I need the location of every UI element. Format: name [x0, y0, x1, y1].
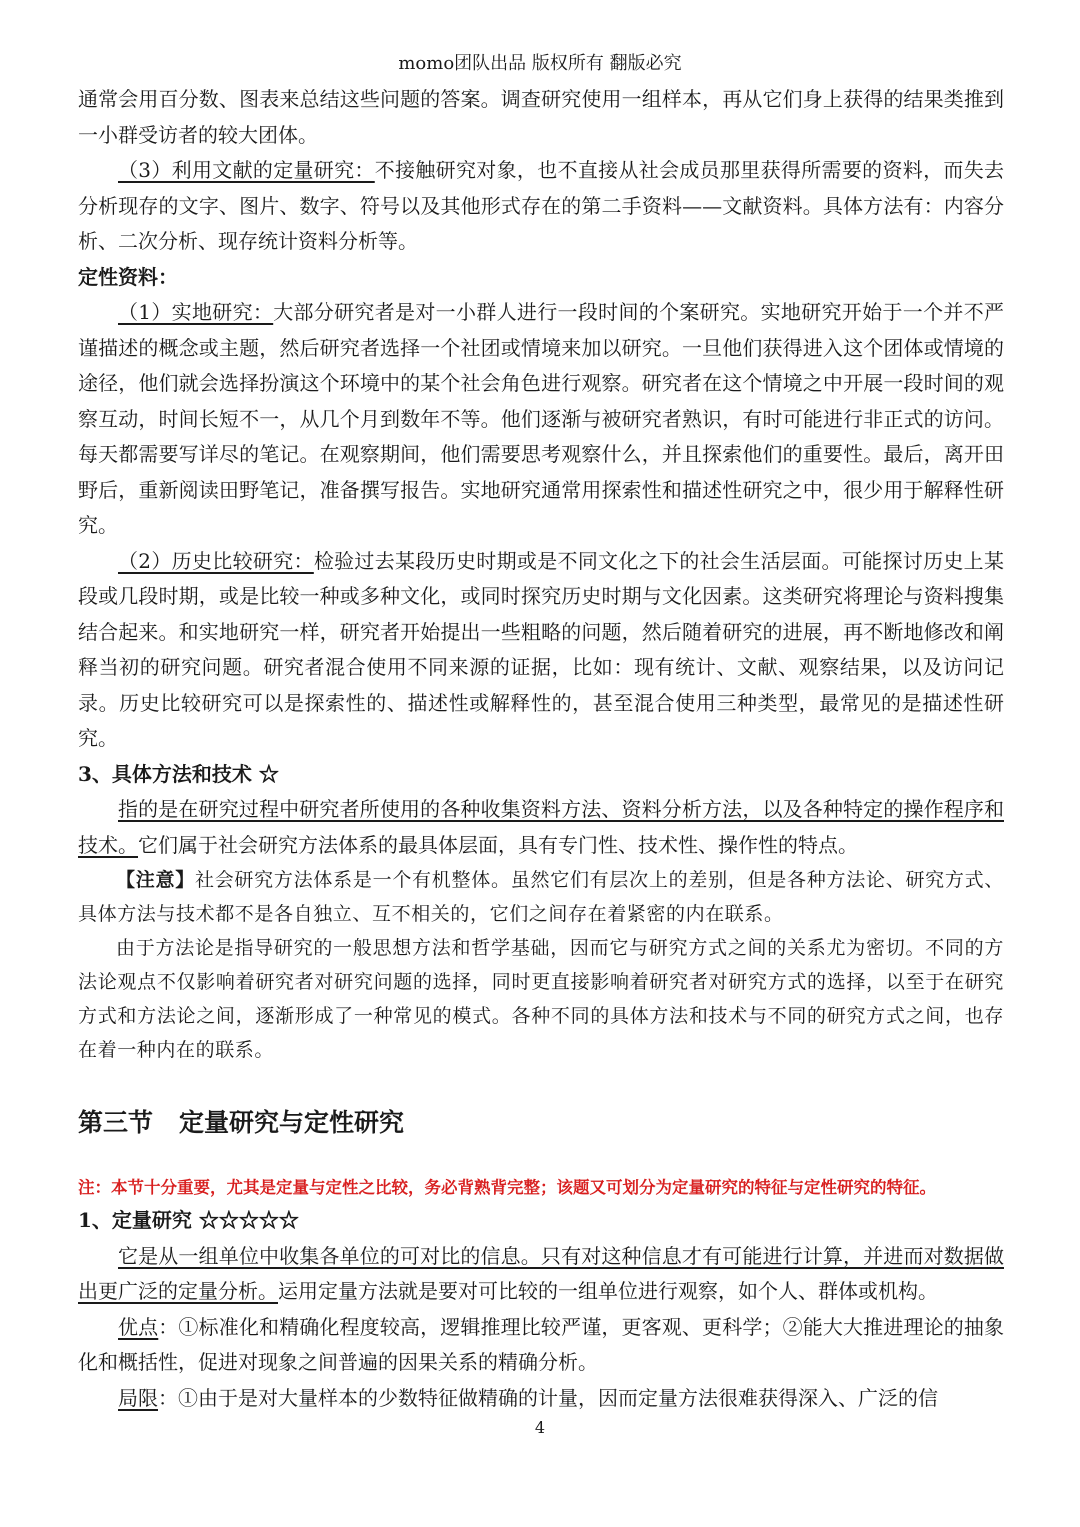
paragraph-quantitative-definition	[78, 1239, 1004, 1310]
paragraph-survey-end: 通常会用百分数、图表来总结这些问题的答案。调查研究使用一组样本，再从它们身上获得的结果类推到一小群受访者的较大团体。	[78, 87, 1004, 147]
definition-quantitative: 它是从一组单位中收集各单位的可对比的信息。只有对这种信息才有可能进行计算，并进而对数据做出更广泛的定量分析。	[78, 1243, 1004, 1303]
page-header: momo团队出品 版权所有 翻版必究	[398, 53, 682, 74]
paragraph-methods-text: 它们属于社会研究方法体系的最具体层面，具有专门性、技术性、操作性的特点。	[138, 832, 858, 857]
paragraph-methodology-relation: 由于方法论是指导研究的一般思想方法和哲学基础，因而它与研究方式之间的关系尤为密切。不同的方法论观点不仅影响着研究者对研究问题的选择，同时更直接影响着研究者对研究方式的选择，以至于在研究方式和方法论之间，逐渐形成了一种常见的模式。各种不同的具体方法和技术与不同的研究方式之间，也存在着一种内在的联系。	[78, 937, 1004, 1061]
paragraph-methods-definition	[78, 792, 1004, 863]
label-limitations: 局限	[118, 1385, 158, 1410]
heading-methods-techniques: 3、具体方法和技术 ☆	[78, 761, 279, 786]
note-label: 【注意】	[116, 869, 195, 891]
limitations-text: ：①由于是对大量样本的少数特征做精确的计量，因而定量方法很难获得深入、广泛的信	[158, 1385, 938, 1410]
paragraph-note	[78, 863, 1004, 931]
section-title	[78, 1103, 1004, 1143]
label-advantages: 优点	[118, 1314, 159, 1339]
advantages-text: ：①标准化和精确化程度较高，逻辑推理比较严谨，更客观、更科学；②能大大推进理论的抽象化和概括性，促进对现象之间普遍的因果关系的精确分析。	[78, 1314, 1005, 1374]
heading-qualitative-data: 定性资料：	[78, 264, 178, 289]
term-document-research: （3）利用文献的定量研究：	[118, 158, 375, 182]
paragraph-document-research	[78, 153, 1004, 260]
note-text: 社会研究方法体系是一个有机整体。虽然它们有层次上的差别，但是各种方法论、研究方式、具体方法与技术都不是各自独立、互不相关的，它们之间存在着紧密的内在联系。	[78, 869, 1004, 925]
paragraph-quantitative-text: 运用定量方法就是要对可比较的一组单位进行观察，如个人、群体或机构。	[278, 1279, 938, 1303]
important-note: 注：本节十分重要，尤其是定量与定性之比较，务必背熟背完整；该题又可划分为定量研究的特征与定性研究的特征。	[78, 1178, 936, 1197]
paragraph-document-research-text: 不接触研究对象，也不直接从社会成员那里获得所需要的资料，而失去分析现存的文字、图片、数字、符号以及其他形式存在的第二手资料——文献资料。具体方法有：内容分析、二次分析、现存统计资料分析等。	[78, 158, 1005, 253]
paragraph-field-research-text: 大部分研究者是对一小群人进行一段时间的个案研究。实地研究开始于一个并不严谨描述的概念或主题，然后研究者选择一个社团或情境来加以研究。一旦他们获得进入这个团体或情境的途径，他们就会选择扮演这个环境中的某个社会角色进行观察。研究者在这个情境之中开展一段时间的观察互动，时间长短不一，从几个月到数年不等。他们逐渐与被研究者熟识，有时可能进行非正式的访问。每天都需要写详尽的笔记。在观察期间，他们需要思考观察什么，并且探索他们的重要性。最后，离开田野后，重新阅读田野笔记，准备撰写报告。实地研究通常用探索性和描述性研究之中，很少用于解释性研究。	[78, 300, 1005, 537]
paragraph-advantages	[78, 1310, 1004, 1381]
section-name: 定量研究与定性研究	[179, 1108, 405, 1137]
page-number: 4	[534, 1418, 546, 1437]
paragraph-limitations	[78, 1381, 1004, 1417]
term-field-research: （1）实地研究：	[118, 300, 274, 324]
heading-quantitative-research: 1、定量研究 ☆☆☆☆☆	[78, 1208, 299, 1232]
paragraph-field-research	[78, 295, 1004, 544]
section-number: 第三节	[78, 1108, 154, 1137]
term-historical-comparative: （2）历史比较研究：	[118, 548, 314, 573]
page-content	[78, 82, 1004, 1416]
paragraph-historical-comparative	[78, 544, 1004, 757]
paragraph-historical-comparative-text: 检验过去某段历史时期或是不同文化之下的社会生活层面。可能探讨历史上某段或几段时期，或是比较一种或多种文化，或同时探究历史时期与文化因素。这类研究将理论与资料搜集结合起来。和实地研究一样，研究者开始提出一些粗略的问题，然后随着研究的进展，再不断地修改和阐释当初的研究问题。研究者混合使用不同来源的证据，比如：现有统计、文献、观察结果，以及访问记录。历史比较研究可以是探索性的、描述性或解释性的，甚至混合使用三种类型，最常见的是描述性研究。	[78, 548, 1004, 750]
definition-methods: 指的是在研究过程中研究者所使用的各种收集资料方法、资料分析方法，以及各种特定的操作程序和技术。	[78, 797, 1004, 857]
